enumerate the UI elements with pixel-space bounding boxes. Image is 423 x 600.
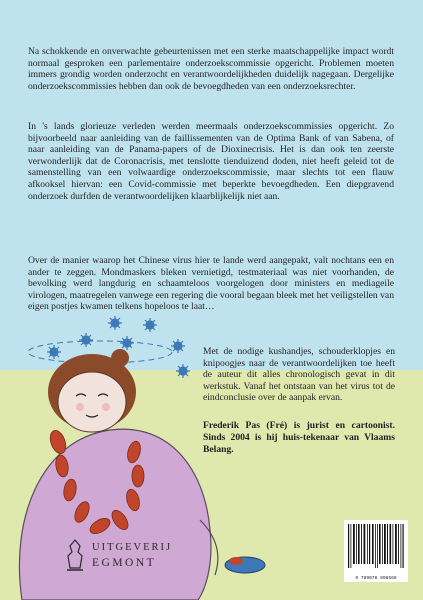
publisher-logo xyxy=(62,538,202,578)
publisher-line1: UITGEVERIJ xyxy=(92,542,173,553)
barcode xyxy=(344,520,408,582)
barcode-icon xyxy=(344,520,408,572)
paragraph-intro: Na schokkende en onverwachte gebeurtenissen met een sterke maatschappelijke impact wordt normaal gesproken een parlementaire onderzoekscommissie opgericht. Problemen moeten immers grondig worden onderzocht en verantwoordelijkheden duidelijk nagegaan. Dergelijke onderzoekscommissies hebben dan ook de bevoegdheden van een onderzoeksrechter. xyxy=(28,46,394,92)
publisher-line2: EGMONT xyxy=(92,557,157,569)
slipper-icon xyxy=(225,557,265,573)
paragraph-author-work: Met de nodige kushandjes, schouderklopjes en knipoogjes naar de verantwoordelijken toe heeft de auteur dit alles chronologisch gevat in dit werkstuk. Vanaf het ontstaan van het virus tot de eindconclusie over de aanpak ervan. xyxy=(203,346,395,404)
author-bio: Frederik Pas (Fré) is jurist en cartoonist. Sinds 2004 is hij huis-tekenaar van Vlaams Belang. xyxy=(203,420,395,455)
barcode-number: 9 789078 898566 xyxy=(355,576,397,581)
paragraph-virus: Over de manier waarop het Chinese virus hier te lande werd aangepakt, valt nochtans een en ander te zeggen. Mondmaskers bleken vernietigd, testmateriaal was niet voorhanden, de bevolking werd langdurig en schaamteloos voorgelogen door ministers en mediageile virologen, maatregelen vanwege een regering die vooral begaan bleek met het veiligstellen van eigen postjes kwamen telkens hopeloos te laat… xyxy=(28,255,394,313)
paragraph-history: In 's lands glorieuze verleden werden meermaals onderzoekscommissies opgericht. Zo bijvoorbeeld naar aanleiding van de faillissementen van de Optima Bank of van Sabena, of naar aanleiding van de Panama-papers of de Dioxinecrisis. Het is dan ook ten zeerste verwonderlijk dat de Coronacrisis, met tenslotte tienduizend doden, niet heeft geleid tot de samenstelling van een volwaardige onderzoekscommissie, maar slechts tot een flauw afkooksel hiervan: een Covid-commissie met beperkte bevoegdheden. Een diepgravend onderzoek durfden de verantwoordelijken klaarblijkelijk niet aan. xyxy=(28,121,394,202)
knight-icon xyxy=(62,538,88,574)
